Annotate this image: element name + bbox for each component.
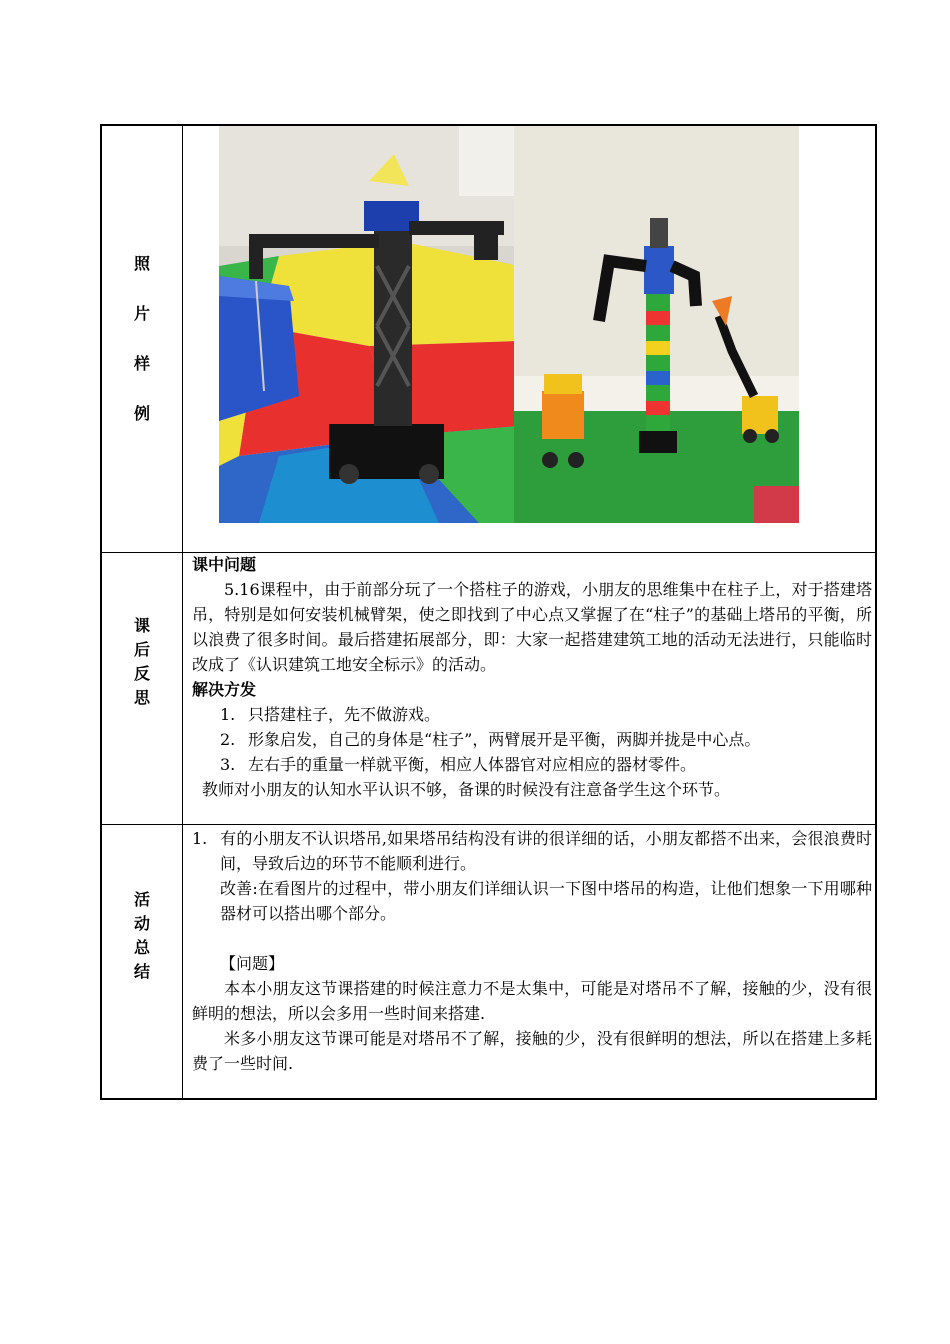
label-char: 思 <box>133 688 150 707</box>
paragraph: 本本小朋友这节课搭建的时候注意力不是太集中，可能是对塔吊不了解，接触的少，没有很鲜明的想法，所以会多用一些时间来搭建. <box>192 979 872 1023</box>
label-char: 例 <box>133 404 150 423</box>
section-heading: 课中问题 <box>192 555 257 574</box>
label-char: 片 <box>133 304 150 323</box>
list-text: 只搭建柱子，先不做游戏。 <box>248 705 441 724</box>
list-number: 3. <box>220 755 236 774</box>
label-char: 后 <box>133 640 150 659</box>
crane-photo-right <box>514 126 799 523</box>
summary-content <box>192 826 872 1076</box>
label-char: 样 <box>133 354 150 373</box>
label-char: 课 <box>133 616 150 635</box>
column-divider <box>182 126 183 1098</box>
label-char: 总 <box>133 938 150 957</box>
summary-item <box>192 826 872 876</box>
spacer <box>192 926 872 951</box>
reflection-row-label <box>102 614 182 710</box>
list-text: 有的小朋友不认识塔吊,如果塔吊结构没有讲的很详细的话，小朋友都搭不出来，会很浪费时间，导致后边的环节不能顺利进行。 <box>220 829 872 873</box>
list-item <box>192 727 872 752</box>
label-char: 动 <box>133 914 150 933</box>
paragraph: 5.16课程中，由于前部分玩了一个搭柱子的游戏，小朋友的思维集中在柱子上，对于搭建塔吊，特别是如何安装机械臂架，使之即找到了中心点又掌握了在“柱子”的基础上塔吊的平衡，所以浪费了很多时间。最后搭建拓展部分，即：大家一起搭建建筑工地的活动无法进行，只能临时改成了《认识建筑工地安全标示》的活动。 <box>192 580 872 674</box>
section-heading: 解决方发 <box>192 680 257 699</box>
list-item <box>192 752 872 777</box>
reflection-content <box>192 552 872 802</box>
list-item <box>192 702 872 727</box>
label-char: 结 <box>133 962 150 981</box>
improvement-text: 改善:在看图片的过程中，带小朋友们详细认识一下图中塔吊的构造，让他们想象一下用哪种器材可以搭出哪个部分。 <box>220 879 872 923</box>
label-char: 反 <box>133 664 150 683</box>
problem-heading: 【问题】 <box>220 954 285 973</box>
reflection-table <box>100 124 877 1100</box>
photo-sample-area <box>219 126 799 523</box>
list-number: 1. <box>192 829 208 848</box>
label-char: 活 <box>133 890 150 909</box>
list-number: 2. <box>220 730 236 749</box>
paragraph: 米多小朋友这节课可能是对塔吊不了解，接触的少，没有很鲜明的想法，所以在搭建上多耗费了一些时间. <box>192 1029 872 1073</box>
list-text: 形象启发，自己的身体是“柱子”，两臂展开是平衡，两脚并拢是中心点。 <box>248 730 761 749</box>
teacher-note: 教师对小朋友的认知水平认识不够，备课的时候没有注意备学生这个环节。 <box>202 780 731 799</box>
row-divider <box>102 824 875 825</box>
list-text: 左右手的重量一样就平衡，相应人体器官对应相应的器材零件。 <box>248 755 697 774</box>
photo-row-label <box>102 252 182 426</box>
summary-row-label <box>102 888 182 984</box>
list-number: 1. <box>220 705 236 724</box>
crane-photo-left <box>219 126 514 523</box>
label-char: 照 <box>133 254 150 273</box>
